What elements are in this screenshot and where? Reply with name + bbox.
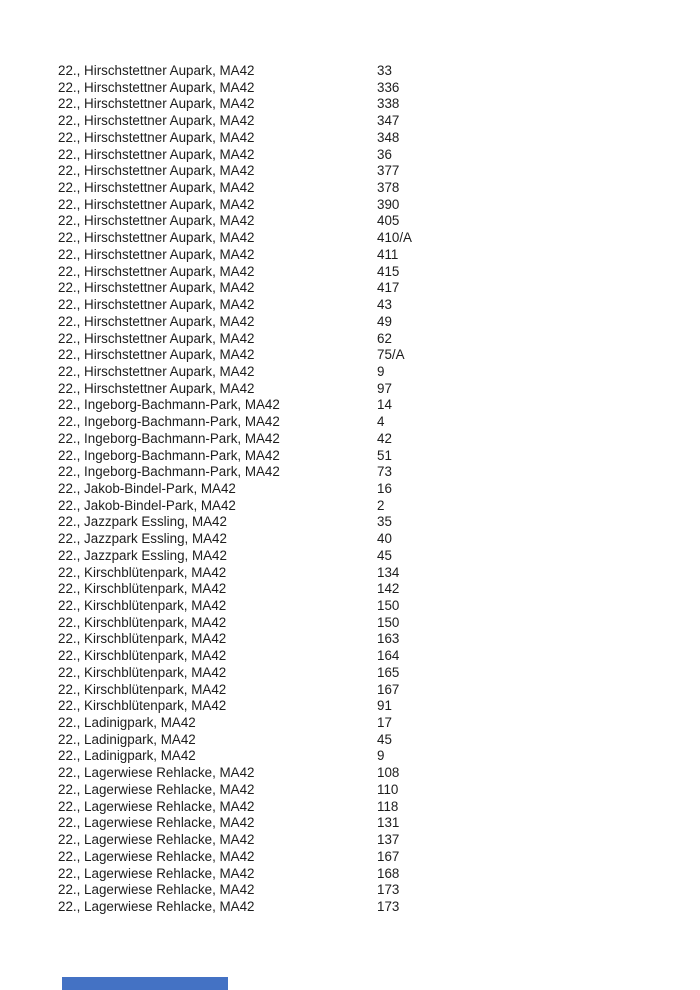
number-cell: 347 (377, 113, 400, 129)
location-cell: 22., Hirschstettner Aupark, MA42 (58, 230, 255, 246)
number-cell: 417 (377, 280, 400, 296)
table-row (0, 431, 700, 448)
table-row (0, 899, 700, 916)
number-cell: 411 (377, 246, 399, 262)
location-cell: 22., Kirschblütenpark, MA42 (58, 614, 227, 630)
table-row (0, 213, 700, 230)
location-cell: 22., Lagerwiese Rehlacke, MA42 (58, 898, 255, 914)
location-cell: 22., Lagerwiese Rehlacke, MA42 (58, 832, 255, 848)
number-cell: 14 (377, 397, 392, 413)
location-cell: 22., Hirschstettner Aupark, MA42 (58, 129, 255, 145)
location-cell: 22., Lagerwiese Rehlacke, MA42 (58, 865, 255, 881)
number-cell: 150 (377, 614, 400, 630)
table-row (0, 765, 700, 782)
number-cell: 173 (377, 898, 400, 914)
location-cell: 22., Kirschblütenpark, MA42 (58, 598, 227, 613)
number-cell: 36 (377, 146, 392, 162)
location-cell: 22., Lagerwiese Rehlacke, MA42 (58, 815, 255, 831)
location-cell: 22., Ingeborg-Bachmann-Park, MA42 (58, 464, 280, 480)
location-cell: 22., Ladinigpark, MA42 (58, 715, 196, 731)
table-row (0, 715, 700, 732)
table-row (0, 581, 700, 598)
number-cell: 97 (377, 380, 392, 396)
location-cell: 22., Hirschstettner Aupark, MA42 (58, 297, 255, 313)
location-cell: 22., Kirschblütenpark, MA42 (58, 664, 227, 680)
location-cell: 22., Jakob-Bindel-Park, MA42 (58, 480, 236, 496)
location-cell: 22., Lagerwiese Rehlacke, MA42 (58, 765, 255, 781)
number-cell: 16 (377, 480, 392, 496)
number-cell: 167 (377, 681, 400, 697)
location-cell: 22., Hirschstettner Aupark, MA42 (58, 347, 255, 363)
number-cell: 410/A (377, 230, 412, 246)
table-row (0, 347, 700, 364)
number-cell: 4 (377, 414, 385, 430)
table-row (0, 264, 700, 281)
table-row (0, 113, 700, 130)
location-cell: 22., Ladinigpark, MA42 (58, 731, 196, 747)
location-cell: 22., Hirschstettner Aupark, MA42 (58, 246, 255, 262)
number-cell: 142 (377, 581, 400, 597)
table-row (0, 748, 700, 765)
number-cell: 62 (377, 330, 392, 346)
table-row (0, 665, 700, 682)
table-row (0, 682, 700, 699)
table-row (0, 531, 700, 548)
location-cell: 22., Kirschblütenpark, MA42 (58, 581, 227, 597)
number-cell: 336 (377, 79, 400, 95)
table-row (0, 314, 700, 331)
table-row (0, 615, 700, 632)
table-row (0, 381, 700, 398)
number-cell: 110 (377, 781, 399, 797)
table-row (0, 514, 700, 531)
number-cell: 118 (377, 798, 399, 814)
number-cell: 377 (377, 163, 400, 179)
number-cell: 49 (377, 313, 392, 329)
number-cell: 40 (377, 531, 392, 547)
location-cell: 22., Hirschstettner Aupark, MA42 (58, 196, 255, 212)
number-cell: 108 (377, 765, 400, 781)
number-cell: 150 (377, 598, 400, 613)
table-row (0, 80, 700, 97)
number-cell: 91 (377, 698, 392, 714)
table-row (0, 498, 700, 515)
number-cell: 173 (377, 882, 400, 898)
number-cell: 168 (377, 865, 400, 881)
number-cell: 338 (377, 96, 400, 112)
number-cell: 348 (377, 129, 400, 145)
number-cell: 378 (377, 180, 400, 196)
number-cell: 134 (377, 564, 400, 580)
table-row (0, 147, 700, 164)
table-row (0, 631, 700, 648)
table-row (0, 63, 700, 80)
partial-bottom-bar (62, 977, 228, 990)
park-list (0, 63, 700, 916)
number-cell: 405 (377, 213, 400, 229)
table-row (0, 815, 700, 832)
number-cell: 390 (377, 196, 400, 212)
number-cell: 43 (377, 297, 392, 313)
number-cell: 164 (377, 648, 400, 664)
number-cell: 33 (377, 63, 392, 78)
number-cell: 9 (377, 748, 385, 764)
table-row (0, 849, 700, 866)
location-cell: 22., Hirschstettner Aupark, MA42 (58, 363, 255, 379)
table-row (0, 180, 700, 197)
table-row (0, 297, 700, 314)
location-cell: 22., Jazzpark Essling, MA42 (58, 531, 227, 547)
number-cell: 51 (377, 447, 392, 463)
table-row (0, 832, 700, 849)
location-cell: 22., Hirschstettner Aupark, MA42 (58, 213, 255, 229)
number-cell: 35 (377, 514, 392, 530)
table-row (0, 481, 700, 498)
table-row (0, 799, 700, 816)
location-cell: 22., Jakob-Bindel-Park, MA42 (58, 497, 236, 513)
table-row (0, 331, 700, 348)
number-cell: 163 (377, 631, 400, 647)
location-cell: 22., Ingeborg-Bachmann-Park, MA42 (58, 397, 280, 413)
table-row (0, 197, 700, 214)
location-cell: 22., Hirschstettner Aupark, MA42 (58, 280, 255, 296)
number-cell: 415 (377, 263, 400, 279)
number-cell: 17 (377, 715, 392, 731)
location-cell: 22., Hirschstettner Aupark, MA42 (58, 263, 255, 279)
location-cell: 22., Hirschstettner Aupark, MA42 (58, 313, 255, 329)
table-row (0, 397, 700, 414)
table-row (0, 163, 700, 180)
table-row (0, 96, 700, 113)
location-cell: 22., Ingeborg-Bachmann-Park, MA42 (58, 414, 280, 430)
table-row (0, 565, 700, 582)
location-cell: 22., Hirschstettner Aupark, MA42 (58, 163, 255, 179)
table-row (0, 598, 700, 615)
table-row (0, 882, 700, 899)
location-cell: 22., Hirschstettner Aupark, MA42 (58, 113, 255, 129)
location-cell: 22., Hirschstettner Aupark, MA42 (58, 380, 255, 396)
table-row (0, 414, 700, 431)
number-cell: 42 (377, 430, 392, 446)
table-row (0, 230, 700, 247)
number-cell: 167 (377, 848, 400, 864)
table-row (0, 130, 700, 147)
table-row (0, 464, 700, 481)
number-cell: 73 (377, 464, 392, 480)
table-row (0, 247, 700, 264)
location-cell: 22., Ladinigpark, MA42 (58, 748, 196, 764)
table-row (0, 732, 700, 749)
location-cell: 22., Hirschstettner Aupark, MA42 (58, 63, 255, 78)
location-cell: 22., Hirschstettner Aupark, MA42 (58, 146, 255, 162)
number-cell: 2 (377, 497, 385, 513)
location-cell: 22., Lagerwiese Rehlacke, MA42 (58, 848, 255, 864)
location-cell: 22., Kirschblütenpark, MA42 (58, 698, 227, 714)
location-cell: 22., Hirschstettner Aupark, MA42 (58, 79, 255, 95)
number-cell: 131 (377, 815, 400, 831)
table-row (0, 548, 700, 565)
number-cell: 75/A (377, 347, 405, 363)
location-cell: 22., Hirschstettner Aupark, MA42 (58, 330, 255, 346)
table-row (0, 782, 700, 799)
location-cell: 22., Lagerwiese Rehlacke, MA42 (58, 798, 255, 814)
table-row (0, 448, 700, 465)
location-cell: 22., Jazzpark Essling, MA42 (58, 514, 227, 530)
table-row (0, 648, 700, 665)
table-row (0, 364, 700, 381)
location-cell: 22., Ingeborg-Bachmann-Park, MA42 (58, 447, 280, 463)
location-cell: 22., Kirschblütenpark, MA42 (58, 648, 227, 664)
location-cell: 22., Lagerwiese Rehlacke, MA42 (58, 781, 255, 797)
location-cell: 22., Jazzpark Essling, MA42 (58, 547, 227, 563)
location-cell: 22., Kirschblütenpark, MA42 (58, 681, 227, 697)
number-cell: 9 (377, 363, 385, 379)
location-cell: 22., Lagerwiese Rehlacke, MA42 (58, 882, 255, 898)
location-cell: 22., Kirschblütenpark, MA42 (58, 564, 227, 580)
location-cell: 22., Kirschblütenpark, MA42 (58, 631, 227, 647)
number-cell: 137 (377, 832, 400, 848)
location-cell: 22., Hirschstettner Aupark, MA42 (58, 180, 255, 196)
location-cell: 22., Ingeborg-Bachmann-Park, MA42 (58, 430, 280, 446)
location-cell: 22., Hirschstettner Aupark, MA42 (58, 96, 255, 112)
number-cell: 45 (377, 731, 392, 747)
number-cell: 165 (377, 664, 400, 680)
table-row (0, 698, 700, 715)
table-row (0, 280, 700, 297)
number-cell: 45 (377, 547, 392, 563)
table-row (0, 866, 700, 883)
